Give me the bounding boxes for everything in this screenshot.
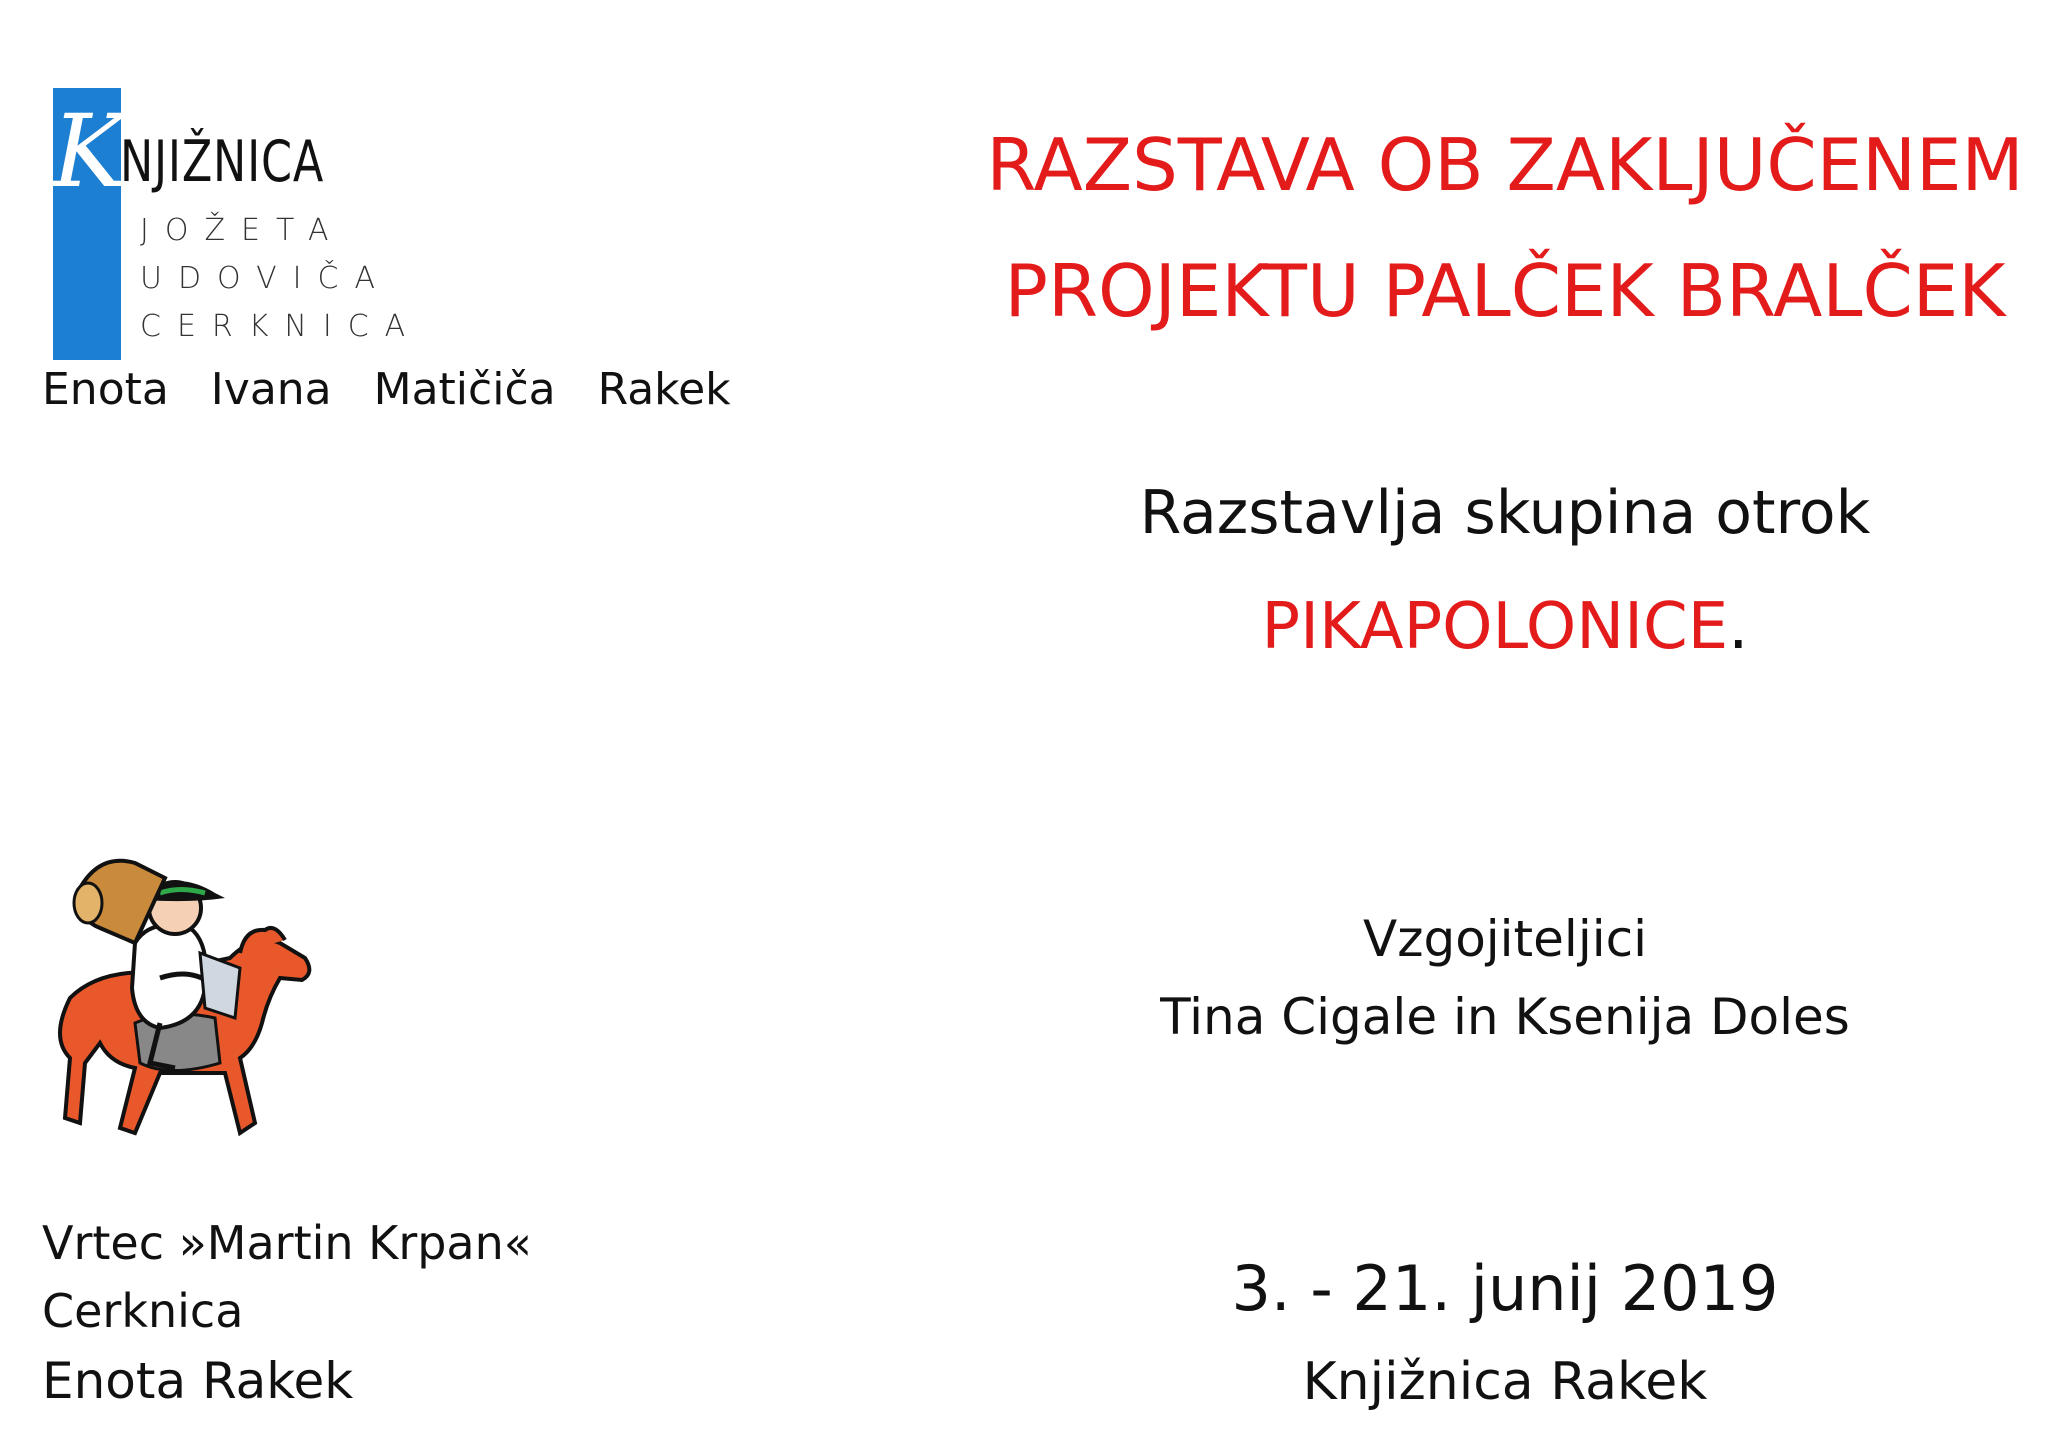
teachers-names: Tina Cigale in Ksenija Doles — [1160, 988, 1850, 1046]
logo-line-3: CERKNICA — [140, 309, 422, 344]
library-logo — [50, 88, 422, 363]
group-name: PIKAPOLONICE — [1261, 590, 1729, 664]
library-unit: Enota Ivana Matičiča Rakek — [42, 364, 731, 415]
kindergarten-city: Cerknica — [42, 1284, 244, 1338]
kindergarten-unit: Enota Rakek — [42, 1352, 354, 1410]
poster-title-line-2: PROJEKTU PALČEK BRALČEK — [1004, 249, 2006, 333]
poster-title-line-1: RAZSTAVA OB ZAKLJUČENEM — [986, 123, 2024, 207]
logo-initial: K — [52, 93, 127, 210]
logo-line-1: JOŽETA — [140, 213, 345, 248]
group-line: Razstavlja skupina otrok — [1139, 478, 1871, 548]
kindergarten-name: Vrtec »Martin Krpan« — [42, 1216, 532, 1270]
exhibition-dates: 3. - 21. junij 2019 — [1231, 1252, 1779, 1325]
exhibition-venue: Knjižnica Rakek — [1302, 1352, 1708, 1412]
group-name-suffix: . — [1728, 590, 1749, 664]
teachers-label: Vzgojiteljici — [1363, 910, 1647, 968]
logo-line-2: UDOVIČA — [140, 261, 391, 296]
logo-word: NJIŽNICA — [120, 129, 325, 195]
group-name-line — [960, 590, 2048, 664]
martin-krpan-illustration — [40, 848, 320, 1148]
